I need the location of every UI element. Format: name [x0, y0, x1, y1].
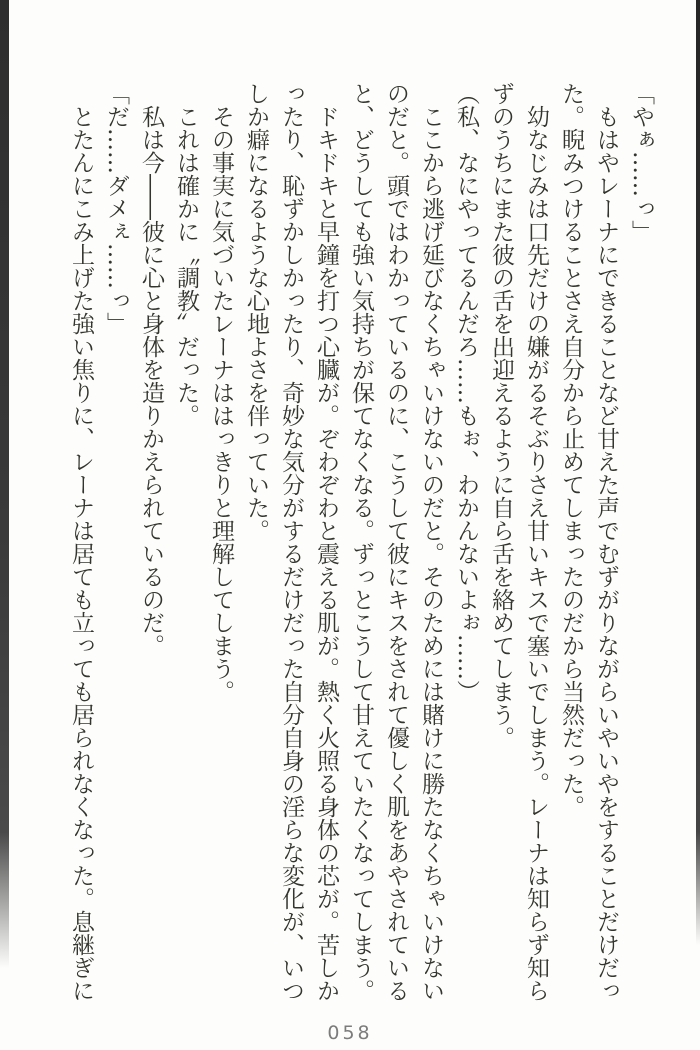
paragraph-line: その事実に気づいたレーナははっきりと理解してしまう。 [208, 105, 234, 703]
dialogue-line: 「やぁ……っ」 [628, 82, 654, 243]
novel-text-block [63, 82, 658, 1002]
paragraph-line: もはやレーナにできることなど甘えた声でむずがりながらいやいやをすることだけだった。睨みつけることさえ自分から止めてしまったのだから当然だった。 [558, 82, 619, 1002]
paragraph-line: 私は今――彼に心と身体を造りかえられているのだ。 [138, 105, 164, 657]
scan-edge-right-shadow [696, 0, 700, 945]
inner-thought-line: （私、なにやってるんだろ……もぉ、わかんないよぉ……） [453, 82, 479, 703]
paragraph-line: これは確かに〝調教〟だった。 [173, 105, 199, 427]
scan-edge-left-shadow [0, 0, 9, 968]
page-number: 058 [327, 1022, 373, 1044]
paragraph-line: ドキドキと早鐘を打つ心臓が。ぞわぞわと震える肌が。熱く火照る身体の芯が。苦しかったり、恥ずかしかったり、奇妙な気分がするだけだった自分自身の淫らな変化が、いつしか癖になるような心地よさを伴っていた。 [243, 82, 339, 1002]
paragraph-line: ここから逃げ延びなくちゃいけないのだと。そのためには賭けに勝たなくちゃいけないのだと。頭ではわかっているのに、こうして彼にキスをされて優しく肌をあやされていると、どうしても強い気持ちが保てなくなる。ずっとこうして甘えていたくなってしまう。 [348, 82, 444, 1002]
paragraph-line: とたんにこみ上げた強い焦りに、レーナは居ても立っても居られなくなった。息継ぎに [68, 105, 94, 1002]
dialogue-line: 「だ……ダメぇ……っ」 [103, 82, 129, 335]
paragraph-line: 幼なじみは口先だけの嫌がるそぶりさえ甘いキスで塞いでしまう。レーナは知らず知らずのうちにまた彼の舌を出迎えるように自ら舌を絡めてしまう。 [488, 82, 549, 1002]
